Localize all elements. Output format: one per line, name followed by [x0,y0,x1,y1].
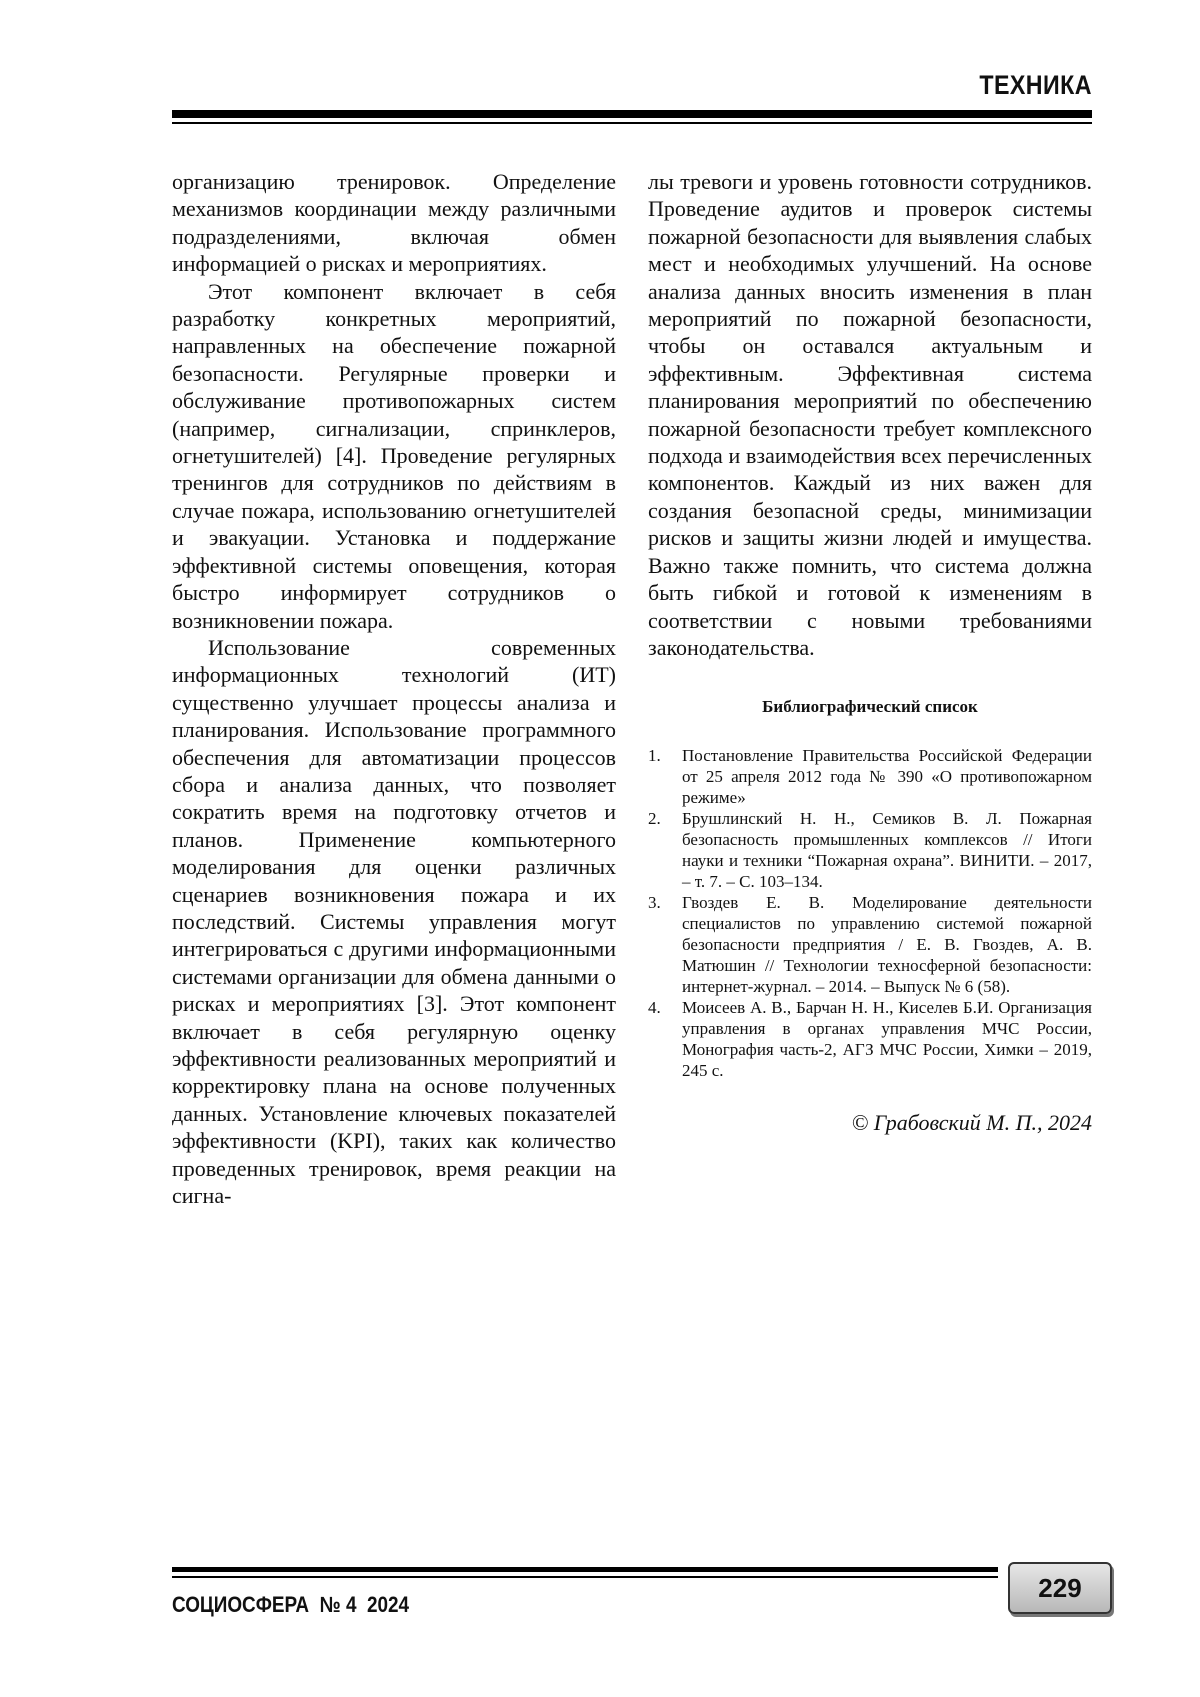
page-number-badge [1008,1562,1112,1614]
bibliography-list [648,745,1092,1081]
bibliography-item-text: Гвоздев Е. В. Моделирование деятельности специалистов по управлению системой пожарной безопасности предприятия / Е. В. Гвоздев, А. В. Матюшин // Технологии техносферной безопасности: интернет-журнал. – 2014. – Выпуск № 6 (58). [682,892,1092,996]
header-rule [172,110,1092,124]
bibliography-item-number: 1. [648,745,661,765]
journal-issue: СОЦИОСФЕРА № 4 2024 [172,1592,410,1617]
bibliography-item [648,745,1092,808]
bibliography-item-text: Моисеев А. В., Барчан Н. Н., Киселев Б.И. Организация управления в органах управления МЧС России, Монография часть-2, АГЗ МЧС России, Химки – 2019, 245 с. [682,997,1092,1080]
bibliography-title: Библиографический список [762,697,978,717]
copyright-notice: © Грабовский М. П., 2024 [851,1109,1092,1135]
section-title: ТЕХНИКА [979,70,1092,100]
right-paragraph-1: лы тревоги и уровень готовности сотрудников. Проведение аудитов и проверок системы пожарной безопасности для выявления слабых мест и необходимых улучшений. На основе анализа данных вносить изменения в план мероприятий по пожарной безопасности, чтобы он оставался актуальным и эффективным. Эффективная система планирования мероприятий по обеспечению пожарной безопасности требует комплексного подхода и взаимодействия всех перечисленных компонентов. Каждый из них важен для создания безопасной среды, минимизации рисков и защиты жизни людей и имущества. Важно также помнить, что система должна быть гибкой и готовой к изменениям в соответствии с новыми требованиями законодательства. [648,169,1092,660]
bibliography-item-number: 2. [648,808,661,828]
left-paragraph-1: организацию тренировок. Определение механизмов координации между различными подразделениями, включая обмен информацией о рисках и мероприятиях. [172,169,616,277]
bibliography-item-number: 4. [648,997,661,1017]
right-column [648,168,1092,1136]
page-number: 229 [1038,1572,1082,1603]
bibliography-item-text: Брушлинский Н. Н., Семиков В. Л. Пожарная безопасность промышленных комплексов // Итоги науки и техники “Пожарная охрана”. ВИНИТИ. – 2017, – т. 7. – С. 103–134. [682,808,1092,891]
left-paragraph-3: Использование современных информационных технологий (ИТ) существенно улучшает процессы анализа и планирования. Использование программного обеспечения для автоматизации процессов сбора и анализа данных, что позволяет сократить время на подготовку отчетов и планов. Применение компьютерного моделирования для оценки различных сценариев возникновения пожара и их последствий. Системы управления могут интегрироваться с другими информационными системами организации для обмена данными о рисках и мероприятиях [3]. Этот компонент включает в себя регулярную оценку эффективности реализованных мероприятий и корректировку плана на основе полученных данных. Установление ключевых показателей эффективности (KPI), таких как количество проведенных тренировок, время реакции на сигна- [172,634,616,1209]
left-column [172,168,616,1209]
bibliography-item [648,892,1092,997]
bibliography-item [648,997,1092,1081]
bibliography-item [648,808,1092,892]
bibliography-item-number: 3. [648,892,661,912]
left-paragraph-2: Этот компонент включает в себя разработку конкретных мероприятий, направленных на обеспечение пожарной безопасности. Регулярные проверки и обслуживание противопожарных систем (например, сигнализации, спринклеров, огнетушителей) [4]. Проведение регулярных тренингов для сотрудников по действиям в случае пожара, использованию огнетушителей и эвакуации. Установка и поддержание эффективной системы оповещения, которая быстро информирует сотрудников о возникновении пожара. [172,278,616,633]
bibliography-item-text: Постановление Правительства Российской Федерации от 25 апреля 2012 года № 390 «О противопожарном режиме» [682,745,1092,807]
footer-rule [172,1567,998,1578]
